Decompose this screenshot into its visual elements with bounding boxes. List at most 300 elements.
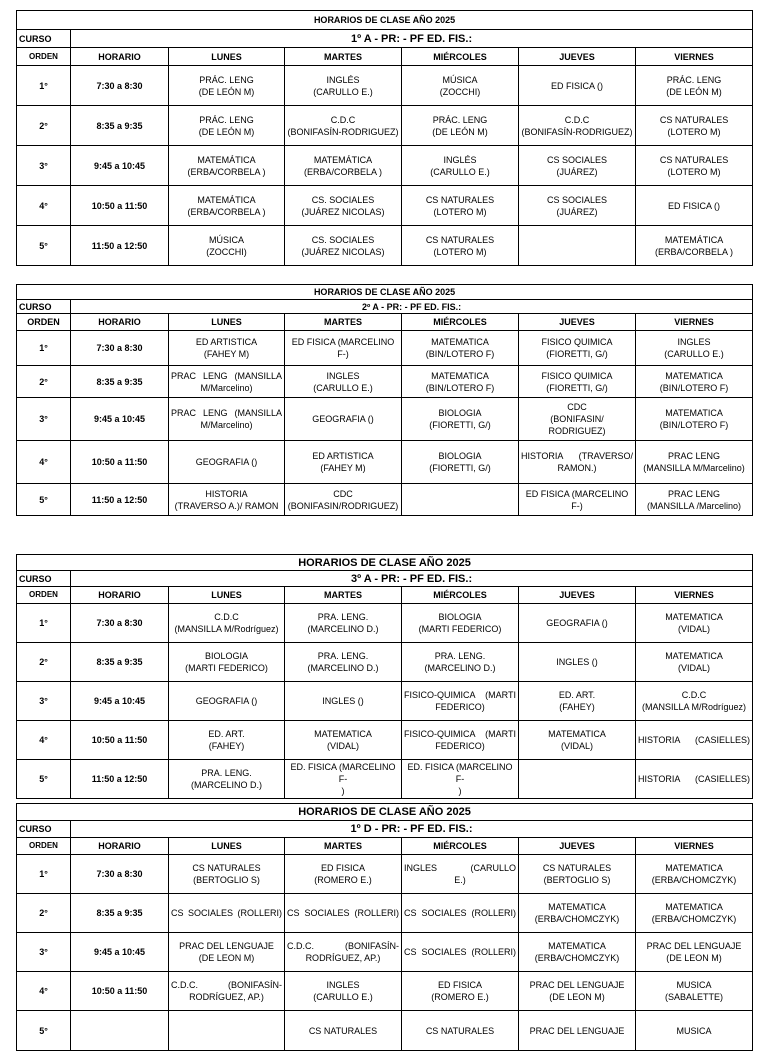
orden-cell: 3° bbox=[17, 682, 71, 721]
header-viernes: VIERNES bbox=[636, 314, 753, 331]
table-row bbox=[17, 1011, 753, 1051]
cell-line: (BIN/LOTERO F) bbox=[659, 420, 729, 430]
cell-line: ED FISICA (MARCELINO F-) bbox=[525, 488, 629, 511]
schedule-title: HORARIOS DE CLASE AÑO 2025 bbox=[17, 555, 753, 571]
class-cell bbox=[402, 398, 519, 441]
cell-line: MATEMÁTICA bbox=[197, 154, 256, 165]
table-row bbox=[17, 721, 753, 760]
cell-line: PRA. LENG. bbox=[317, 651, 369, 661]
cell-line: (MARCELINO D.) bbox=[307, 624, 379, 634]
class-cell bbox=[285, 441, 402, 484]
cell-line: ED ARTISTICA bbox=[195, 337, 258, 347]
cell-line: FISICO-QUIMICA (MARTI bbox=[404, 690, 516, 700]
cell-line: MATEMATICA bbox=[665, 408, 723, 418]
cell-line: (MANSILLA M/Rodríguez) bbox=[174, 624, 279, 634]
cell-line: (BIN/LOTERO F) bbox=[659, 382, 729, 393]
cell-line: RAMON.) bbox=[557, 463, 597, 473]
cell-line: CS. SOCIALES bbox=[311, 234, 375, 245]
horario-cell: 11:50 a 12:50 bbox=[71, 760, 169, 799]
schedule-table-2a bbox=[16, 284, 753, 516]
cell-line: MATEMATICA bbox=[314, 729, 372, 739]
cell-line: PRAC DEL LENGUAJE bbox=[179, 941, 274, 951]
header-horario: HORARIO bbox=[71, 838, 169, 855]
horario-cell: 10:50 a 11:50 bbox=[71, 441, 169, 484]
class-cell bbox=[285, 398, 402, 441]
cell-line: MATEMÁTICA bbox=[313, 154, 373, 165]
class-cell bbox=[636, 66, 753, 106]
class-cell bbox=[285, 972, 402, 1011]
class-cell bbox=[636, 721, 753, 760]
cell-line: (FAHEY) bbox=[559, 702, 595, 712]
cell-line: CS NATURALES bbox=[192, 863, 261, 873]
header-viernes: VIERNES bbox=[636, 48, 753, 66]
header-orden: ORDEN bbox=[17, 587, 71, 604]
class-cell bbox=[169, 331, 285, 366]
orden-cell: 4° bbox=[17, 972, 71, 1011]
cell-line: CS SOCIALES (ROLLERI) bbox=[287, 908, 399, 918]
table-row bbox=[17, 760, 753, 799]
class-cell bbox=[402, 972, 519, 1011]
header-horario: HORARIO bbox=[71, 314, 169, 331]
horario-cell: 9:45 a 10:45 bbox=[71, 398, 169, 441]
cell-line: ED FISICA () bbox=[668, 200, 721, 211]
cell-line: CDC bbox=[567, 402, 587, 412]
class-cell bbox=[519, 933, 636, 972]
table-row bbox=[17, 146, 753, 186]
cell-line: PRAC DEL LENGUAJE bbox=[529, 980, 625, 990]
class-cell bbox=[402, 894, 519, 933]
cell-line: (MARCELINO D.) bbox=[424, 663, 496, 673]
class-cell bbox=[519, 760, 636, 799]
table-row bbox=[17, 484, 753, 516]
class-cell bbox=[636, 855, 753, 894]
cell-line: (ZOCCHI) bbox=[439, 86, 481, 97]
orden-cell: 2° bbox=[17, 366, 71, 398]
cell-line: (FAHEY) bbox=[208, 741, 245, 751]
cell-line: CS NATURALES bbox=[659, 114, 729, 125]
table-row bbox=[17, 855, 753, 894]
class-cell bbox=[402, 855, 519, 894]
orden-cell: 1° bbox=[17, 604, 71, 643]
cell-line: (BONIFASIN/RODRIGUEZ) bbox=[287, 500, 399, 511]
header-orden: ORDEN bbox=[17, 48, 71, 66]
class-cell bbox=[402, 484, 519, 516]
cell-line: (ZOCCHI) bbox=[206, 246, 247, 257]
horario-cell: 10:50 a 11:50 bbox=[71, 721, 169, 760]
class-cell bbox=[285, 366, 402, 398]
schedule-table-3a bbox=[16, 554, 753, 799]
cell-line: (CARULLO E.) bbox=[430, 166, 490, 177]
cell-line: PRÁC. LENG bbox=[199, 114, 254, 125]
orden-cell: 1° bbox=[17, 855, 71, 894]
cell-line: ) bbox=[341, 786, 345, 796]
cell-line: (VIDAL) bbox=[560, 741, 593, 751]
cell-line: MÚSICA bbox=[208, 234, 244, 245]
cell-line: CS SOCIALES (ROLLERI) bbox=[404, 908, 516, 918]
class-cell bbox=[285, 643, 402, 682]
cell-line: (MARCELINO D.) bbox=[190, 780, 262, 790]
horario-cell: 9:45 a 10:45 bbox=[71, 146, 169, 186]
horario-cell: 10:50 a 11:50 bbox=[71, 972, 169, 1011]
table-row bbox=[17, 972, 753, 1011]
cell-line: INGLES bbox=[326, 980, 360, 990]
horario-cell: 7:30 a 8:30 bbox=[71, 855, 169, 894]
table-row bbox=[17, 894, 753, 933]
cell-line: HISTORIA bbox=[205, 488, 248, 499]
cell-line: (DE LEON M) bbox=[198, 953, 255, 963]
class-cell bbox=[519, 682, 636, 721]
schedule-title: HORARIOS DE CLASE AÑO 2025 bbox=[17, 285, 753, 300]
class-cell bbox=[402, 604, 519, 643]
orden-cell: 2° bbox=[17, 894, 71, 933]
cell-line: BIOLOGIA bbox=[438, 612, 482, 622]
cell-line: CS NATURALES bbox=[308, 1025, 378, 1036]
class-cell bbox=[169, 66, 285, 106]
class-cell bbox=[636, 682, 753, 721]
cell-line: (JUÁREZ NICOLAS) bbox=[301, 246, 385, 257]
class-cell bbox=[169, 894, 285, 933]
cell-line: (CARULLO E.) bbox=[313, 86, 373, 97]
class-cell bbox=[519, 894, 636, 933]
cell-line: C.D.C bbox=[681, 690, 707, 700]
cell-line: MATEMATICA bbox=[665, 651, 723, 661]
class-cell bbox=[636, 366, 753, 398]
cell-line: GEOGRAFIA () bbox=[546, 618, 608, 628]
class-cell bbox=[169, 398, 285, 441]
curso-value: 1º D - PR: - PF ED. FIS.: bbox=[71, 821, 753, 838]
class-cell bbox=[519, 331, 636, 366]
header-martes: MARTES bbox=[285, 587, 402, 604]
header-martes: MARTES bbox=[285, 314, 402, 331]
class-cell bbox=[169, 643, 285, 682]
cell-line: PRA. LENG. bbox=[434, 651, 486, 661]
cell-line: MUSICA bbox=[676, 980, 712, 990]
cell-line: (FIORETTI, G/) bbox=[546, 349, 608, 359]
cell-line: (BONIFASIN/ RODRIGUEZ) bbox=[548, 414, 606, 436]
horario-cell: 8:35 a 9:35 bbox=[71, 366, 169, 398]
cell-line: (ERBA/CHOMCZYK) bbox=[534, 953, 620, 963]
class-cell bbox=[285, 760, 402, 799]
cell-line: (FAHEY M) bbox=[320, 463, 366, 473]
class-cell bbox=[402, 186, 519, 226]
orden-cell: 3° bbox=[17, 146, 71, 186]
class-cell bbox=[636, 146, 753, 186]
orden-cell: 3° bbox=[17, 933, 71, 972]
class-cell bbox=[169, 760, 285, 799]
header-miercoles: MIÉRCOLES bbox=[402, 838, 519, 855]
cell-line: C.D.C. (BONIFASÍN- bbox=[171, 980, 282, 990]
cell-line: MATEMATICA bbox=[665, 902, 723, 912]
cell-line: PRAC DEL LENGUAJE bbox=[529, 1025, 625, 1036]
cell-line: CS. SOCIALES bbox=[311, 194, 375, 205]
cell-line: PRAC DEL LENGUAJE bbox=[646, 941, 742, 951]
cell-line: (JUÁREZ NICOLAS) bbox=[301, 206, 385, 217]
header-lunes: LUNES bbox=[169, 314, 285, 331]
cell-line: MATEMATICA bbox=[665, 370, 723, 381]
class-cell bbox=[402, 66, 519, 106]
cell-line: INGLES () bbox=[556, 657, 598, 667]
cell-line: (ERBA/CHOMCZYK) bbox=[651, 914, 737, 924]
cell-line: (BONIFASÍN-RODRIGUEZ) bbox=[287, 126, 399, 137]
table-row bbox=[17, 366, 753, 398]
class-cell bbox=[636, 933, 753, 972]
class-cell bbox=[636, 1011, 753, 1051]
table-row bbox=[17, 604, 753, 643]
class-cell bbox=[169, 366, 285, 398]
class-cell bbox=[285, 331, 402, 366]
header-lunes: LUNES bbox=[169, 48, 285, 66]
cell-line: PRÁC. LENG bbox=[666, 74, 722, 85]
cell-line: FEDERICO) bbox=[435, 741, 485, 751]
cell-line: (BONIFASÍN-RODRIGUEZ) bbox=[521, 126, 633, 137]
cell-line: MATEMATICA bbox=[548, 902, 606, 912]
class-cell bbox=[636, 760, 753, 799]
class-cell bbox=[285, 933, 402, 972]
cell-line: MATEMATICA bbox=[548, 941, 606, 951]
cell-line: ED FISICA bbox=[320, 863, 365, 873]
class-cell bbox=[519, 972, 636, 1011]
cell-line: ) bbox=[458, 786, 462, 796]
header-orden: ORDEN bbox=[17, 314, 71, 331]
cell-line: MATEMÁTICA bbox=[664, 234, 724, 245]
header-horario: HORARIO bbox=[71, 587, 169, 604]
cell-line: (CARULLO E.) bbox=[664, 349, 724, 359]
class-cell bbox=[169, 604, 285, 643]
class-cell bbox=[636, 484, 753, 516]
cell-line: MATEMATICA bbox=[431, 370, 489, 381]
class-cell bbox=[402, 1011, 519, 1051]
class-cell bbox=[402, 760, 519, 799]
class-cell bbox=[169, 933, 285, 972]
table-row bbox=[17, 331, 753, 366]
class-cell bbox=[285, 66, 402, 106]
table-row bbox=[17, 106, 753, 146]
schedule-title: HORARIOS DE CLASE AÑO 2025 bbox=[17, 804, 753, 821]
class-cell bbox=[519, 226, 636, 266]
table-row bbox=[17, 682, 753, 721]
class-cell bbox=[285, 894, 402, 933]
header-jueves: JUEVES bbox=[519, 587, 636, 604]
orden-cell: 5° bbox=[17, 484, 71, 516]
cell-line: (BERTOGLIO S) bbox=[193, 875, 260, 885]
cell-line: (ROMERO E.) bbox=[314, 875, 372, 885]
header-martes: MARTES bbox=[285, 48, 402, 66]
class-cell bbox=[519, 604, 636, 643]
cell-line: (ERBA/CORBELA ) bbox=[303, 166, 383, 177]
class-cell bbox=[636, 226, 753, 266]
cell-line: ED ARTISTICA bbox=[312, 451, 374, 461]
class-cell bbox=[519, 643, 636, 682]
cell-line: INGLÉS bbox=[326, 74, 360, 85]
cell-line: GEOGRAFIA () bbox=[312, 414, 374, 424]
cell-line: C.D.C. (BONIFASÍN- bbox=[287, 941, 399, 951]
table-row bbox=[17, 643, 753, 682]
cell-line: FISICO QUIMICA bbox=[541, 370, 613, 381]
class-cell bbox=[402, 226, 519, 266]
cell-line: HISTORIA (TRAVERSO/ bbox=[521, 451, 633, 461]
header-lunes: LUNES bbox=[169, 838, 285, 855]
cell-line: ED FISICA () bbox=[550, 80, 603, 91]
horario-cell: 8:35 a 9:35 bbox=[71, 894, 169, 933]
header-jueves: JUEVES bbox=[519, 314, 636, 331]
orden-cell: 4° bbox=[17, 441, 71, 484]
header-jueves: JUEVES bbox=[519, 838, 636, 855]
class-cell bbox=[285, 721, 402, 760]
cell-line: MATEMATICA bbox=[548, 729, 606, 739]
class-cell bbox=[285, 146, 402, 186]
cell-line: PRAC LENG bbox=[668, 488, 721, 499]
class-cell bbox=[285, 682, 402, 721]
cell-line: (DE LEON M) bbox=[666, 953, 722, 963]
class-cell bbox=[519, 441, 636, 484]
cell-line: (MARTI FEDERICO) bbox=[418, 624, 502, 634]
curso-label: CURSO bbox=[17, 571, 71, 587]
cell-line: CS SOCIALES (ROLLERI) bbox=[171, 908, 282, 918]
cell-line: (FAHEY M) bbox=[203, 349, 250, 359]
class-cell bbox=[169, 106, 285, 146]
class-cell bbox=[636, 972, 753, 1011]
cell-line: C.D.C bbox=[330, 114, 356, 125]
class-cell bbox=[519, 855, 636, 894]
cell-line: MATEMATICA bbox=[665, 863, 723, 873]
cell-line: (JUÁREZ) bbox=[556, 166, 598, 177]
cell-line: (ERBA/CHOMCZYK) bbox=[651, 875, 737, 885]
table-row bbox=[17, 186, 753, 226]
table-row bbox=[17, 226, 753, 266]
cell-line: ED FISICA (MARCELINO F-) bbox=[291, 337, 395, 359]
cell-line: RODRÍGUEZ, AP.) bbox=[305, 953, 381, 963]
class-cell bbox=[285, 604, 402, 643]
class-cell bbox=[402, 933, 519, 972]
table-row bbox=[17, 441, 753, 484]
orden-cell: 1° bbox=[17, 331, 71, 366]
table-row bbox=[17, 66, 753, 106]
cell-line: M/Marcelino) bbox=[200, 382, 253, 393]
cell-line: (TRAVERSO A.)/ RAMON bbox=[174, 500, 279, 511]
cell-line: BIOLOGIA bbox=[438, 408, 482, 418]
header-miercoles: MIÉRCOLES bbox=[402, 314, 519, 331]
class-cell bbox=[519, 398, 636, 441]
class-cell bbox=[519, 1011, 636, 1051]
cell-line: MATEMATICA bbox=[665, 612, 723, 622]
class-cell bbox=[636, 894, 753, 933]
class-cell bbox=[285, 855, 402, 894]
header-viernes: VIERNES bbox=[636, 587, 753, 604]
cell-line: (MARTI FEDERICO) bbox=[185, 663, 268, 673]
header-orden: ORDEN bbox=[17, 838, 71, 855]
horario-cell: 11:50 a 12:50 bbox=[71, 226, 169, 266]
cell-line: CS SOCIALES bbox=[546, 194, 608, 205]
cell-line: (DE LEON M) bbox=[549, 992, 605, 1002]
cell-line: MATEMÁTICA bbox=[197, 194, 256, 205]
cell-line: PRA. LENG. bbox=[317, 612, 369, 622]
cell-line: (BIN/LOTERO F) bbox=[425, 349, 495, 359]
orden-cell: 5° bbox=[17, 1011, 71, 1051]
horario-cell: 9:45 a 10:45 bbox=[71, 682, 169, 721]
cell-line: HISTORIA (CASIELLES) bbox=[638, 735, 751, 745]
cell-line: PRÁC. LENG bbox=[432, 114, 488, 125]
cell-line: ED. ART. bbox=[558, 690, 596, 700]
cell-line: FEDERICO) bbox=[435, 702, 485, 712]
class-cell bbox=[636, 106, 753, 146]
class-cell bbox=[402, 682, 519, 721]
orden-cell: 4° bbox=[17, 186, 71, 226]
cell-line: GEOGRAFIA () bbox=[195, 457, 258, 467]
orden-cell: 2° bbox=[17, 106, 71, 146]
cell-line: (ROMERO E.) bbox=[431, 992, 489, 1002]
cell-line: (DE LEÓN M) bbox=[198, 86, 255, 97]
cell-line: INGLES bbox=[326, 370, 360, 381]
cell-line: GEOGRAFIA () bbox=[195, 696, 258, 706]
cell-line: (VIDAL) bbox=[326, 741, 359, 751]
cell-line: ED. ART. bbox=[208, 729, 245, 739]
header-horario: HORARIO bbox=[71, 48, 169, 66]
schedule-table-1a bbox=[16, 10, 753, 266]
cell-line: FISICO-QUIMICA (MARTI bbox=[404, 729, 516, 739]
cell-line: C.D.C bbox=[214, 612, 239, 622]
horario-cell: 11:50 a 12:50 bbox=[71, 484, 169, 516]
class-cell bbox=[636, 331, 753, 366]
class-cell bbox=[402, 721, 519, 760]
cell-line: ED. FISICA (MARCELINO F- bbox=[290, 762, 396, 784]
cell-line: (MANSILLA M/Rodríguez) bbox=[642, 702, 747, 712]
class-cell bbox=[285, 1011, 402, 1051]
class-cell bbox=[169, 1011, 285, 1051]
cell-line: (BIN/LOTERO F) bbox=[425, 382, 495, 393]
horario-cell: 8:35 a 9:35 bbox=[71, 643, 169, 682]
cell-line: BIOLOGIA bbox=[204, 651, 248, 661]
cell-line: PRÁC. LENG bbox=[199, 74, 254, 85]
horario-cell: 8:35 a 9:35 bbox=[71, 106, 169, 146]
class-cell bbox=[519, 366, 636, 398]
cell-line: PRAC LENG (MANSILLA bbox=[171, 370, 282, 381]
class-cell bbox=[402, 146, 519, 186]
class-cell bbox=[636, 643, 753, 682]
cell-line: INGLES () bbox=[322, 696, 364, 706]
class-cell bbox=[519, 146, 636, 186]
horario-cell: 7:30 a 8:30 bbox=[71, 604, 169, 643]
cell-line: CS SOCIALES (ROLLERI) bbox=[404, 947, 516, 957]
class-cell bbox=[169, 226, 285, 266]
class-cell bbox=[402, 643, 519, 682]
cell-line: (ERBA/CHOMCZYK) bbox=[534, 914, 620, 924]
class-cell bbox=[636, 186, 753, 226]
orden-cell: 2° bbox=[17, 643, 71, 682]
class-cell bbox=[519, 484, 636, 516]
horario-cell: 9:45 a 10:45 bbox=[71, 933, 169, 972]
horario-cell: 7:30 a 8:30 bbox=[71, 331, 169, 366]
horario-cell bbox=[71, 1011, 169, 1051]
class-cell bbox=[169, 186, 285, 226]
class-cell bbox=[169, 682, 285, 721]
table-row bbox=[17, 933, 753, 972]
cell-line: CDC bbox=[333, 488, 353, 499]
class-cell bbox=[402, 106, 519, 146]
cell-line: (LOTERO M) bbox=[667, 166, 721, 177]
cell-line: PRAC LENG (MANSILLA bbox=[171, 408, 282, 418]
cell-line: (LOTERO M) bbox=[433, 206, 487, 217]
class-cell bbox=[169, 441, 285, 484]
cell-line: (VIDAL) bbox=[678, 624, 711, 634]
orden-cell: 1° bbox=[17, 66, 71, 106]
header-miercoles: MIÉRCOLES bbox=[402, 587, 519, 604]
cell-line: (JUÁREZ) bbox=[556, 206, 598, 217]
class-cell bbox=[636, 604, 753, 643]
class-cell bbox=[285, 226, 402, 266]
curso-value: 3º A - PR: - PF ED. FIS.: bbox=[71, 571, 753, 587]
cell-line: (DE LEÓN M) bbox=[666, 86, 722, 97]
class-cell bbox=[285, 484, 402, 516]
